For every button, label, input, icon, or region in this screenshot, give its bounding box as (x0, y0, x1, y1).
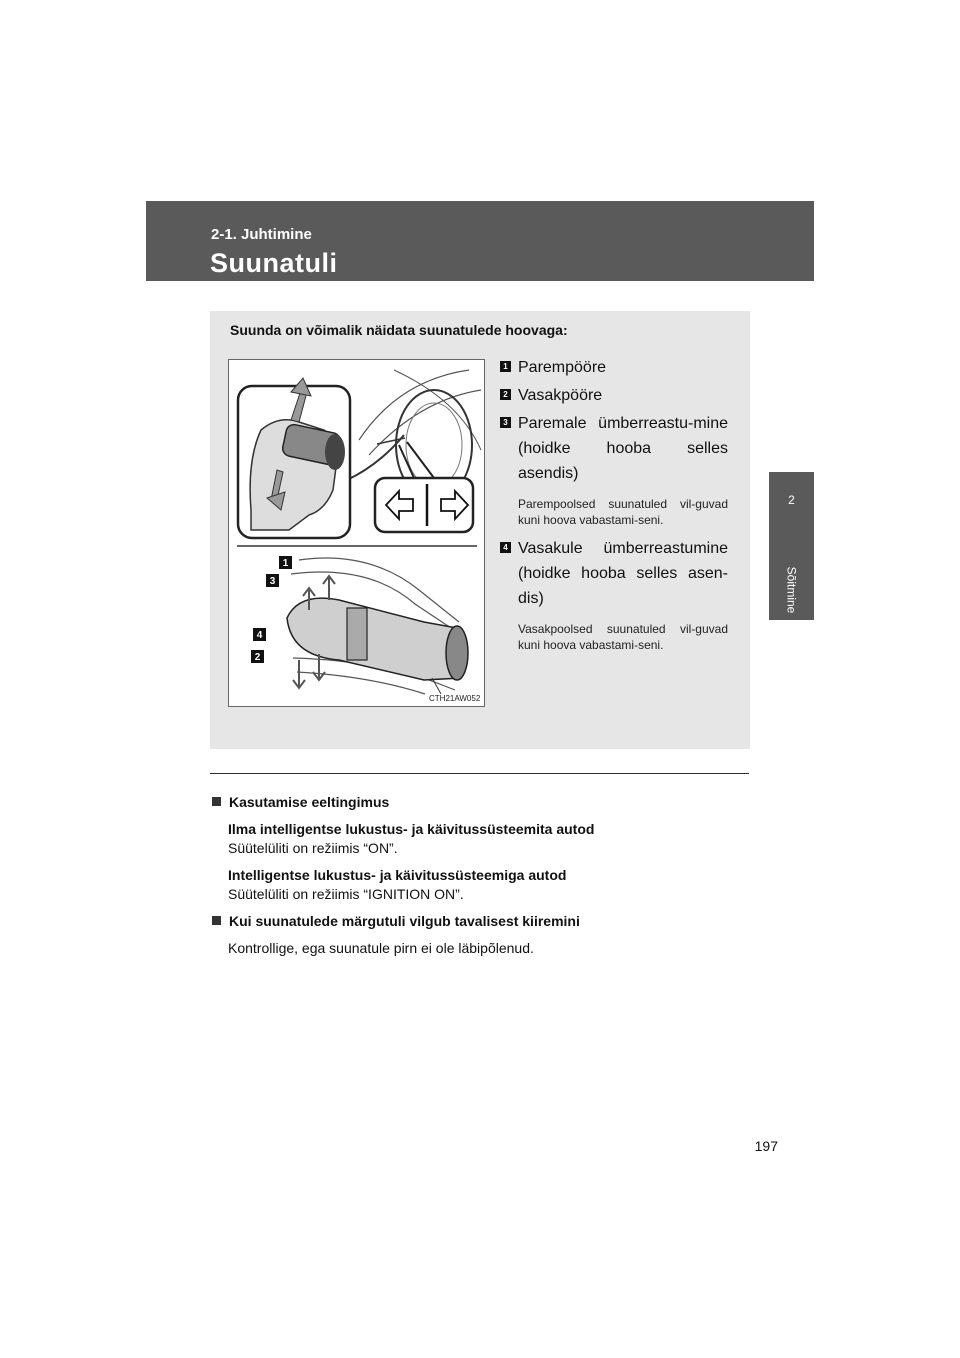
callout-4 (253, 628, 266, 641)
square-bullet-icon (212, 797, 221, 806)
item-number-badge: 3 (500, 417, 511, 428)
info-panel (210, 311, 750, 749)
callout-1-label: 1 (282, 558, 289, 569)
item-number-badge: 2 (500, 389, 511, 400)
panel-heading: Suunda on võimalik näidata suunatulede hoovaga: (230, 322, 568, 338)
note-text: Kontrollige, ega suunatule pirn ei ole läbipõlenud. (228, 940, 534, 956)
section-divider (210, 773, 749, 774)
lever-illustration (229, 360, 484, 706)
lever-figure (228, 359, 485, 707)
callout-2-label: 2 (254, 652, 261, 663)
item-label: Vasakpööre (518, 387, 603, 404)
callout-3 (266, 574, 279, 587)
item-note: Vasakpoolsed suunatuled vil-guvad kuni hoova vabastami-seni. (518, 622, 728, 652)
note-text: Süütelüliti on režiimis “ON”. (228, 840, 398, 856)
callout-2 (251, 650, 264, 663)
item-number-badge: 4 (500, 542, 511, 553)
square-bullet-icon (212, 916, 221, 925)
note-subheading: Ilma intelligentse lukustus- ja käivitussüsteemita autod (228, 821, 595, 837)
notes-section (212, 793, 752, 966)
callout-1 (279, 556, 292, 569)
note-heading-text: Kui suunatulede märgutuli vilgub tavalisest kiiremini (229, 913, 580, 929)
callout-3-label: 3 (269, 576, 276, 587)
item-number-badge: 1 (500, 361, 511, 372)
list-item (500, 355, 728, 380)
note-body (212, 820, 752, 904)
item-label: Parempööre (518, 359, 607, 376)
item-list (500, 355, 728, 661)
section-label: 2-1. Juhtimine (211, 226, 312, 243)
list-item (500, 383, 728, 408)
figure-code: CTH21AW052 (429, 694, 481, 703)
note-subheading: Intelligentse lukustus- ja käivitussüsteemiga autod (228, 867, 567, 883)
note-heading (212, 793, 752, 812)
note-heading (212, 912, 752, 931)
page-title: Suunatuli (210, 248, 338, 278)
note-text: Süütelüliti on režiimis “IGNITION ON”. (228, 886, 464, 902)
list-item (500, 411, 728, 528)
chapter-label (766, 560, 816, 620)
page-number: 197 (754, 1138, 778, 1154)
note-body (212, 939, 752, 958)
chapter-label-text: Sõitmine (784, 566, 798, 614)
item-label: Paremale ümberreastu-mine (hoidke hooba selles asendis) (518, 415, 728, 482)
item-note: Parempoolsed suunatuled vil-guvad kuni hoova vabastami-seni. (518, 497, 728, 527)
note-heading-text: Kasutamise eeltingimus (229, 794, 390, 810)
list-item (500, 536, 728, 653)
chapter-header (146, 201, 814, 281)
chapter-number: 2 (788, 493, 795, 507)
item-label: Vasakule ümberreastumine (hoidke hooba selles asen-dis) (518, 540, 728, 607)
callout-4-label: 4 (256, 630, 263, 641)
